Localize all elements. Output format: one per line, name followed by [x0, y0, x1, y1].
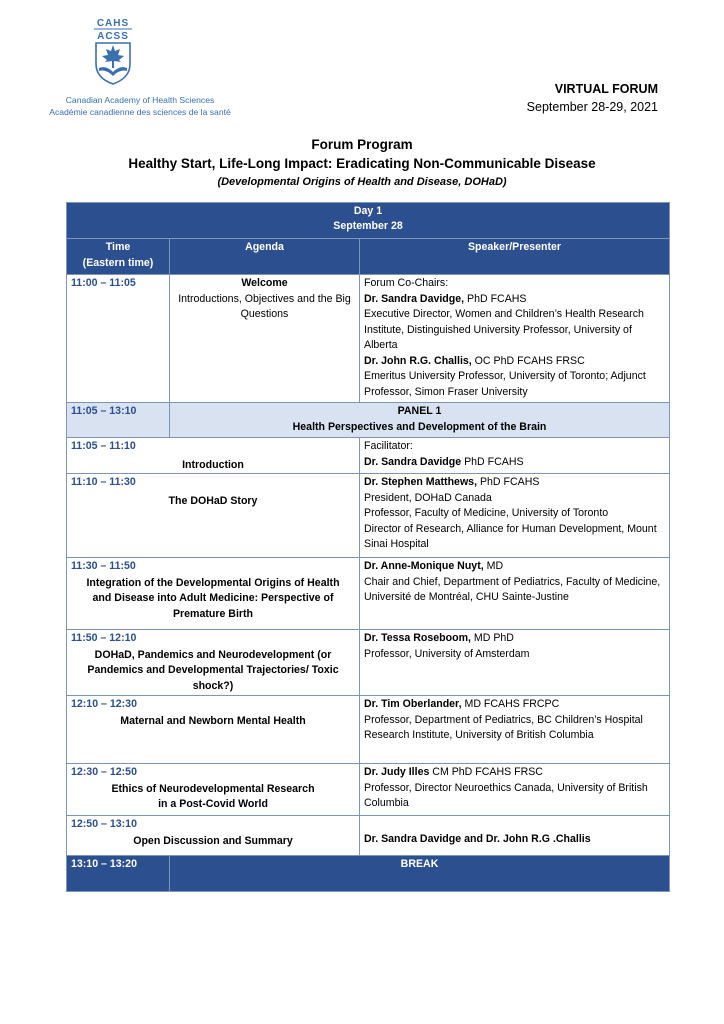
speaker-role: President, DOHaD Canada Professor, Faculty of Medicine, University of Toronto Director of Research, Alliance for Human Development, Mount Sinai Hospital [364, 491, 657, 550]
agenda-title: Ethics of Neurodevelopmental Research in a Post-Covid World [111, 782, 315, 810]
col-agenda: Agenda [170, 239, 360, 275]
speaker-credentials: MD [483, 560, 504, 572]
col-speaker: Speaker/Presenter [360, 239, 670, 275]
speaker-role: Executive Director, Women and Children’s Health Research Institute, Distinguished University Professor, University of Alberta [364, 308, 644, 351]
day-header-row [67, 203, 670, 239]
org-name-fr: Académie canadienne des sciences de la santé [49, 107, 231, 117]
program-subtitle: (Developmental Origins of Health and Disease, DOHaD) [217, 176, 507, 188]
speaker-cell: Dr. Sandra Davidge and Dr. John R.G .Challis [360, 816, 670, 856]
time-cell: 11:10 – 11:30 [71, 476, 136, 488]
col-time: Time [105, 241, 131, 253]
agenda-title: Integration of the Developmental Origins of Health and Disease into Adult Medicine: Perspective of Premature Birth [86, 576, 340, 620]
day-label: Day 1 [353, 205, 383, 217]
speaker-role: Professor, Director Neuroethics Canada, University of British Columbia [364, 781, 648, 809]
table-row [67, 764, 670, 816]
speaker-cell [360, 438, 670, 474]
speaker-credentials: PhD FCAHS [477, 476, 540, 488]
speaker-name: Dr. Anne-Monique Nuyt, [364, 560, 484, 572]
speaker-name: Dr. Sandra Davidge [364, 455, 462, 468]
speaker-credentials: MD PhD [470, 632, 514, 644]
panel-row [67, 403, 670, 438]
program-title: Healthy Start, Life-Long Impact: Eradicating Non-Communicable Disease [128, 156, 596, 171]
speaker-cell [360, 764, 670, 816]
speaker-credentials: PhD FCAHS [464, 292, 527, 305]
event-info [527, 80, 658, 116]
time-cell: 13:10 – 13:20 [67, 856, 170, 892]
program-heading: Forum Program [311, 137, 413, 152]
program-titles [0, 136, 724, 190]
speaker-name: Dr. Tessa Roseboom, [364, 632, 471, 644]
speaker-credentials: PhD FCAHS [461, 455, 524, 468]
speaker-role: Professor, Department of Pediatrics, BC Children’s Hospital Research Institute, University of British Columbia [364, 713, 643, 741]
panel-title: Health Perspectives and Development of the Brain [292, 420, 547, 433]
break-row [67, 856, 670, 892]
speaker-cell [360, 630, 670, 696]
speaker-role: Professor, University of Amsterdam [364, 647, 530, 660]
time-cell: 11:50 – 12:10 [71, 632, 137, 644]
speaker-credentials: OC PhD FCAHS FRSC [471, 354, 585, 367]
logo-acronym-en: CAHS [96, 18, 130, 29]
time-cell: 12:30 – 12:50 [71, 766, 137, 778]
table-row [67, 275, 670, 403]
organization-name [40, 94, 240, 118]
speaker-name: Dr. Tim Oberlander, [364, 698, 462, 710]
speaker-label: Forum Co-Chairs: [364, 277, 449, 289]
speaker-name: Dr. Stephen Matthews, [364, 476, 478, 488]
speaker-name: Dr. John R.G. Challis, [364, 354, 472, 367]
column-header-row [67, 239, 670, 275]
event-title: VIRTUAL FORUM [554, 82, 658, 96]
col-time-sub: (Eastern time) [82, 256, 154, 269]
time-cell: 11:30 – 11:50 [71, 560, 136, 572]
agenda-title: Introduction [182, 458, 244, 471]
speaker-role: Chair and Chief, Department of Pediatrics, Faculty of Medicine, Université de Montréal, CHU Sainte-Justine [364, 575, 661, 603]
time-cell: 11:00 – 11:05 [67, 275, 170, 403]
time-cell: 11:05 – 11:10 [71, 440, 136, 452]
speaker-credentials: MD FCAHS FRCPC [461, 698, 560, 710]
agenda-title: DOHaD, Pandemics and Neurodevelopment (or Pandemics and Developmental Trajectories/ Toxic shock?) [87, 648, 339, 692]
time-cell: 12:50 – 13:10 [71, 818, 137, 830]
logo-acronym-fr: ACSS [97, 31, 129, 42]
table-row [67, 630, 670, 696]
panel-label: PANEL 1 [397, 405, 442, 417]
agenda-title: Welcome [241, 277, 288, 289]
agenda-desc: Introductions, Objectives and the Big Questions [178, 292, 351, 320]
table-row [67, 558, 670, 630]
time-cell: 11:05 – 13:10 [67, 403, 170, 438]
program-table [66, 202, 670, 892]
event-dates: September 28-29, 2021 [526, 100, 658, 114]
agenda-title: The DOHaD Story [168, 494, 258, 507]
cahs-logo [88, 16, 138, 86]
speaker-name: Dr. Judy Illes [364, 766, 430, 778]
speaker-cell [360, 474, 670, 558]
table-row [67, 474, 670, 558]
agenda-title: Open Discussion and Summary [133, 834, 293, 847]
speaker-cell [360, 558, 670, 630]
speaker-name: Dr. Sandra Davidge, [364, 292, 465, 305]
speaker-label: Facilitator: [364, 440, 413, 452]
speaker-role: Emeritus University Professor, University of Toronto; Adjunct Professor, Simon Fraser University [364, 370, 646, 398]
day-date: September 28 [333, 220, 403, 232]
speaker-cell [360, 275, 670, 403]
table-row [67, 438, 670, 474]
table-row [67, 696, 670, 764]
time-cell: 12:10 – 12:30 [71, 698, 137, 710]
break-label: BREAK [170, 856, 670, 892]
table-row [67, 816, 670, 856]
org-name-en: Canadian Academy of Health Sciences [65, 95, 215, 105]
agenda-title: Maternal and Newborn Mental Health [120, 714, 306, 727]
speaker-cell [360, 696, 670, 764]
speaker-credentials: CM PhD FCAHS FRSC [429, 766, 543, 778]
